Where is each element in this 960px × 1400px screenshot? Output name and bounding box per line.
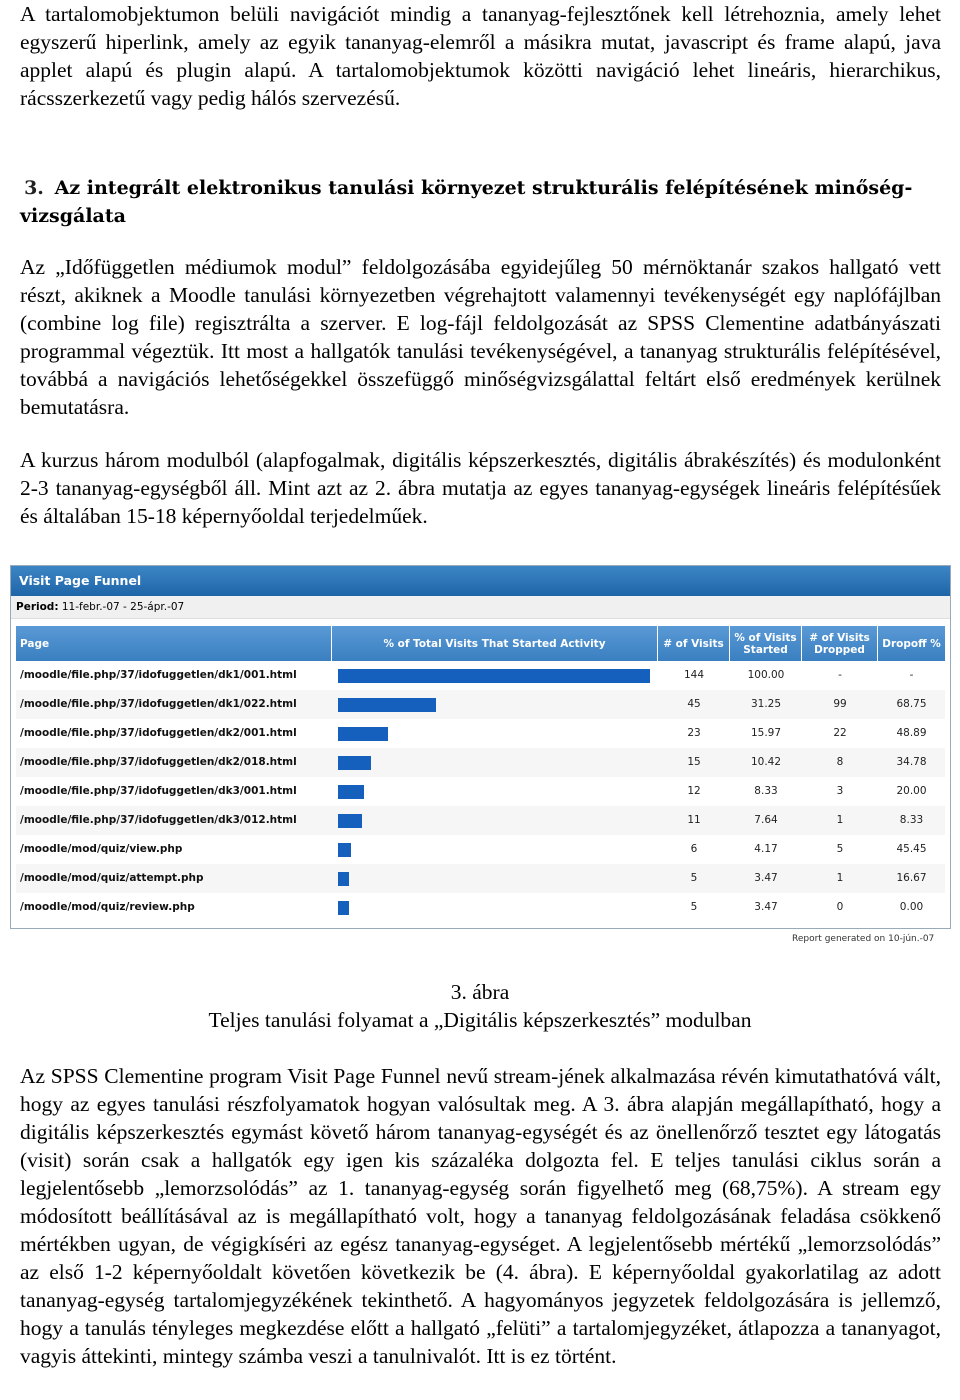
column-header-page[interactable]: Page	[16, 626, 332, 661]
dropoff-pct-value: 0.00	[899, 901, 924, 913]
column-header-visits[interactable]: # of Visits	[658, 626, 730, 661]
pct-started-value: 7.64	[754, 814, 778, 826]
table-header	[16, 626, 945, 661]
body-paragraph-2: A kurzus három modulból (alapfogalmak, digitális képszerkesztés, digitális ábrakészítés) és modulonként 2-3 tananyag-egységből áll. Mint azt az 2. ábra mutatja az egyes tananyag-egységek lineáris felépítésűek és általában 15-18 képernyőoldal terjedelműek.	[20, 448, 941, 528]
table-row	[16, 893, 945, 922]
visits-count: 12	[687, 785, 701, 797]
visit-page-funnel-report	[10, 565, 951, 929]
visits-count: 6	[690, 843, 698, 855]
dropoff-pct-value: 16.67	[896, 872, 927, 884]
section-heading	[20, 174, 941, 230]
visits-dropped-count: 0	[836, 901, 844, 913]
visits-count: 5	[690, 872, 698, 884]
funnel-bar	[338, 843, 351, 857]
table-row	[16, 806, 945, 835]
table-row	[16, 690, 945, 719]
table-row	[16, 719, 945, 748]
intro-paragraph: A tartalomobjektumon belüli navigációt mindig a tananyag-fejlesztőnek kell létrehoznia, amely lehet egyszerű hiperlink, amely az egyik tananyag-elemről a másikra mutat, javascript és frame alapú, java applet alapú és plugin alapú. A tartalomobjektumok közötti navigáció lehet lineáris, hierarchikus, rácsszerkezetű vagy pedig hálós szervezésű.	[20, 2, 941, 110]
funnel-bar	[338, 698, 436, 712]
table-row	[16, 748, 945, 777]
visits-dropped-count: 1	[836, 814, 844, 826]
figure-caption: Teljes tanulási folyamat a „Digitális képszerkesztés” modulban	[208, 1008, 752, 1032]
period-label: Period:	[16, 601, 59, 613]
table-row	[16, 777, 945, 806]
period-value: 11-febr.-07 - 25-ápr.-07	[61, 601, 185, 613]
pct-started-value: 15.97	[750, 727, 782, 739]
column-header-pct-started[interactable]: % of Visits Started	[730, 626, 802, 661]
table-row	[16, 661, 945, 690]
pct-started-value: 10.42	[750, 756, 782, 768]
report-title: Visit Page Funnel	[11, 566, 950, 596]
visits-dropped-count: 1	[836, 872, 844, 884]
report-period	[11, 596, 950, 619]
dropoff-pct-value: -	[909, 669, 914, 681]
visits-count: 144	[683, 669, 705, 681]
dropoff-pct-value: 20.00	[896, 785, 927, 797]
page-path[interactable]: /moodle/file.php/37/idofuggetlen/dk2/018.html	[20, 756, 297, 768]
section-number: 3.	[24, 177, 44, 199]
visits-count: 15	[687, 756, 701, 768]
report-generated-note: Report generated on 10-jún.-07	[792, 934, 935, 944]
funnel-bar	[338, 901, 349, 915]
visits-count: 45	[687, 698, 701, 710]
table-row	[16, 864, 945, 893]
visits-count: 5	[690, 901, 698, 913]
funnel-bar	[338, 756, 371, 770]
page-path[interactable]: /moodle/file.php/37/idofuggetlen/dk2/001.html	[20, 727, 297, 739]
dropoff-pct-value: 8.33	[899, 814, 924, 826]
visits-dropped-count: 3	[836, 785, 844, 797]
body-paragraph-3: Az SPSS Clementine program Visit Page Funnel nevű stream-jének alkalmazása révén kimutathatóvá vált, hogy az egyes tanulási részfolyamatok hogyan valósultak meg. A 3. ábra alapján megállapítható, hogy a digitális képszerkesztés egymást követő három tananyag-egységét és az önellenőrző tesztet egy látogatás (visit) során csak a hallgatók egy igen kis százaléka dolgozta fel. E teljes tanulási ciklus során a legjelentősebb „lemorzsolódás” az 1. tananyag-egység során figyelhető meg (68,75%). A stream egy módosított beállításával az is megállapítható volt, hogy a tananyag feldolgozásának feladása csökkenő mértékben ugyan, de végigkíséri az egész tananyag-egységet. A legjelentősebb mértékű „lemorzsolódás” az első 1-2 képernyőoldalt követően következik be (4. ábra). E képernyőoldal gyakorlatilag az adott tananyag-egység tartalomjegyzékének tekinthető. A hagyományos jegyzetek feldolgozására is jellemző, hogy a tanulás tényleges megkezdése előtt a hallgató „felüti” a tartalomjegyzéket, átlapozza a tananyagot, vagyis áttekinti, mintegy számba veszi a tanulnivalót. Itt is ez történt.	[20, 1064, 941, 1368]
page-path[interactable]: /moodle/mod/quiz/view.php	[20, 843, 183, 855]
pct-started-value: 4.17	[754, 843, 778, 855]
pct-started-value: 100.00	[747, 669, 785, 681]
funnel-bar	[338, 872, 349, 886]
page-path[interactable]: /moodle/file.php/37/idofuggetlen/dk1/001.html	[20, 669, 297, 681]
figure-number: 3. ábra	[450, 980, 510, 1004]
funnel-table-body	[16, 661, 945, 922]
dropoff-pct-value: 34.78	[896, 756, 927, 768]
pct-started-value: 31.25	[750, 698, 782, 710]
table-row	[16, 835, 945, 864]
pct-started-value: 3.47	[754, 872, 778, 884]
page-path[interactable]: /moodle/mod/quiz/attempt.php	[20, 872, 204, 884]
funnel-bar	[338, 669, 650, 683]
visits-count: 11	[687, 814, 701, 826]
page-path[interactable]: /moodle/file.php/37/idofuggetlen/dk1/022.html	[20, 698, 297, 710]
column-header-pct-total[interactable]: % of Total Visits That Started Activity	[332, 626, 658, 661]
visits-dropped-count: -	[838, 669, 842, 681]
dropoff-pct-value: 48.89	[896, 727, 927, 739]
pct-started-value: 3.47	[754, 901, 778, 913]
page-path[interactable]: /moodle/file.php/37/idofuggetlen/dk3/001.html	[20, 785, 297, 797]
pct-started-value: 8.33	[754, 785, 778, 797]
page-path[interactable]: /moodle/file.php/37/idofuggetlen/dk3/012.html	[20, 814, 297, 826]
section-title: Az integrált elektronikus tanulási környezet strukturális felépítésének minőség-vizsgálata	[20, 177, 913, 227]
visits-dropped-count: 8	[836, 756, 844, 768]
body-paragraph-1: Az „Időfüggetlen médiumok modul” feldolgozásába egyidejűleg 50 mérnöktanár szakos hallgató vett részt, akiknek a Moodle tanulási környezetben végrehajtott valamennyi tevékenységét egy naplófájlban (combine log file) regisztrálta a szerver. E log-fájl feldolgozását az SPSS Clementine adatbányászati programmal végeztük. Itt most a hallgatók tanulási tevékenységével, a tananyag strukturális felépítésével, továbbá a navigációs lehetőségekkel összefüggő minőségvizsgálattal feltárt első eredmények kerülnek bemutatásra.	[20, 255, 941, 419]
funnel-bar	[338, 785, 364, 799]
funnel-bar	[338, 727, 388, 741]
visits-dropped-count: 99	[833, 698, 847, 710]
visits-count: 23	[687, 727, 701, 739]
column-header-dropoff[interactable]: Dropoff %	[882, 637, 941, 650]
visits-dropped-count: 5	[836, 843, 844, 855]
dropoff-pct-value: 45.45	[896, 843, 927, 855]
dropoff-pct-value: 68.75	[896, 698, 927, 710]
page-path[interactable]: /moodle/mod/quiz/review.php	[20, 901, 195, 913]
funnel-bar	[338, 814, 362, 828]
column-header-dropped[interactable]: # of Visits Dropped	[802, 626, 878, 661]
visits-dropped-count: 22	[833, 727, 847, 739]
